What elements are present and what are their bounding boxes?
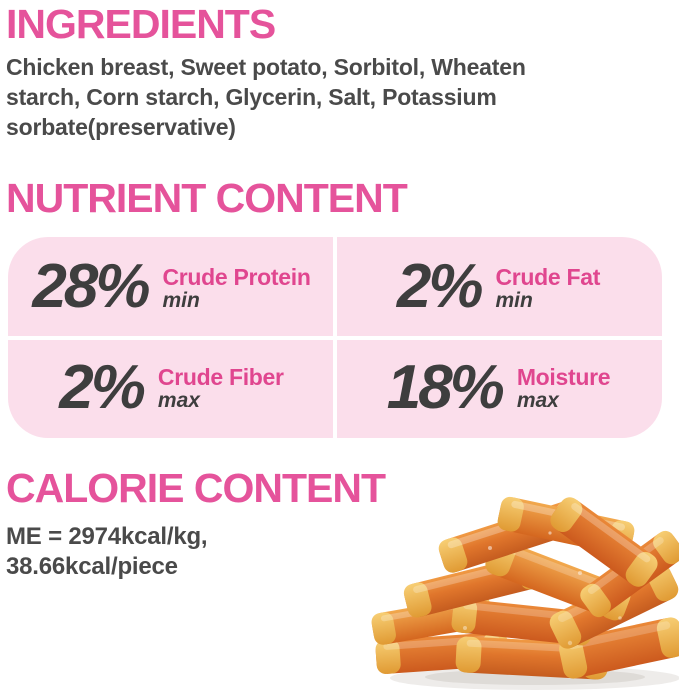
nutrient-label: Crude Protein (162, 263, 311, 290)
ingredients-line: Chicken breast, Sweet potato, Sorbitol, Wheaten (6, 54, 526, 80)
nutrient-qualifier: min (162, 288, 200, 312)
ingredients-text (6, 52, 526, 142)
nutrient-label: Moisture (516, 364, 611, 391)
nutrient-value: 2% (59, 352, 143, 422)
calorie-text (6, 522, 207, 582)
nutrient-content-heading: NUTRIENT CONTENT (6, 175, 407, 221)
calorie-line: ME = 2974kcal/kg, (6, 523, 208, 550)
calorie-content-heading: CALORIE CONTENT (6, 465, 386, 511)
ingredients-heading: INGREDIENTS (6, 1, 276, 47)
nutrient-qualifier: max (157, 389, 200, 413)
ingredients-line: starch, Corn starch, Glycerin, Salt, Potassium (6, 84, 497, 110)
nutrient-cell-crude-protein (8, 237, 335, 338)
ingredients-line: sorbate(preservative) (6, 114, 236, 140)
nutrient-qualifier: max (516, 389, 559, 413)
nutrient-cell-crude-fat (335, 237, 662, 338)
nutrient-value: 18% (386, 352, 502, 422)
nutrient-label: Crude Fat (495, 263, 601, 290)
chicken-treats-image (370, 478, 679, 692)
calorie-line: 38.66kcal/piece (6, 553, 178, 580)
nutrient-panel (8, 237, 662, 438)
nutrient-grid (8, 237, 662, 438)
nutrient-cell-crude-fiber (8, 338, 335, 439)
nutrient-label: Crude Fiber (157, 364, 284, 391)
nutrient-cell-moisture (335, 338, 662, 439)
nutrient-value: 28% (32, 252, 148, 322)
nutrient-qualifier: min (495, 288, 533, 312)
nutrient-value: 2% (396, 252, 481, 322)
